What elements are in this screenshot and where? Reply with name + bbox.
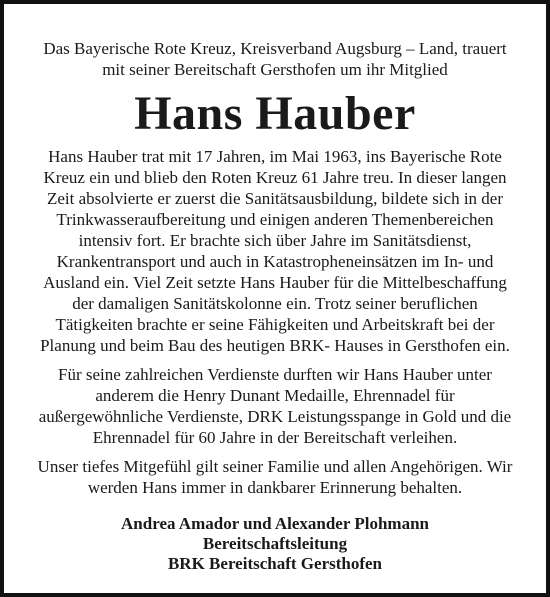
signatory-role: Bereitschaftsleitung <box>202 534 348 553</box>
signatory-names: Andrea Amador und Alexander Plohmann <box>121 514 429 533</box>
signature-block <box>34 514 516 574</box>
biography-paragraph: Hans Hauber trat mit 17 Jahren, im Mai 1963, ins Bayerische Rote Kreuz ein und blieb den Roten Kreuz 61 Jahre treu. In dieser langen Zeit absolvierte er zuerst die Sanitätsausbildung, bildete sich in der Trinkwasseraufbereitung und einigen anderen Themenbereichen intensiv fort. Er brachte sich über Jahre im Sanitätsdienst, Krankentransport und auch in Katastropheneinsätzen im In- und Ausland ein. Viel Zeit setzte Hans Hauber für die Mittelbeschaffung der damaligen Sanitätskolonne ein. Trotz seiner beruflichen Tätigkeiten brachte er seine Fähigkeiten und Arbeitskraft bei der Planung und beim Bau des heutigen BRK- Hauses in Gersthofen ein. <box>40 147 510 355</box>
deceased-name: Hans Hauber <box>134 87 416 140</box>
condolence-paragraph: Unser tiefes Mitgefühl gilt seiner Familie und allen Angehörigen. Wir werden Hans immer in dankbarer Erinnerung behalten. <box>37 457 513 497</box>
honors-paragraph: Für seine zahlreichen Verdienste durften wir Hans Hauber unter anderem die Henry Dunant Medaille, Ehrennadel für außergewöhnliche Verdienste, DRK Leistungsspange in Gold und die Ehrennadel für 60 Jahre in der Bereitschaft verleihen. <box>38 365 512 447</box>
intro-text <box>34 38 516 80</box>
signatory-organization: BRK Bereitschaft Gersthofen <box>167 554 383 573</box>
intro-line-2: mit seiner Bereitschaft Gersthofen um ihr Mitglied <box>102 60 448 79</box>
intro-line-1: Das Bayerische Rote Kreuz, Kreisverband Augsburg – Land, trauert <box>43 39 507 58</box>
